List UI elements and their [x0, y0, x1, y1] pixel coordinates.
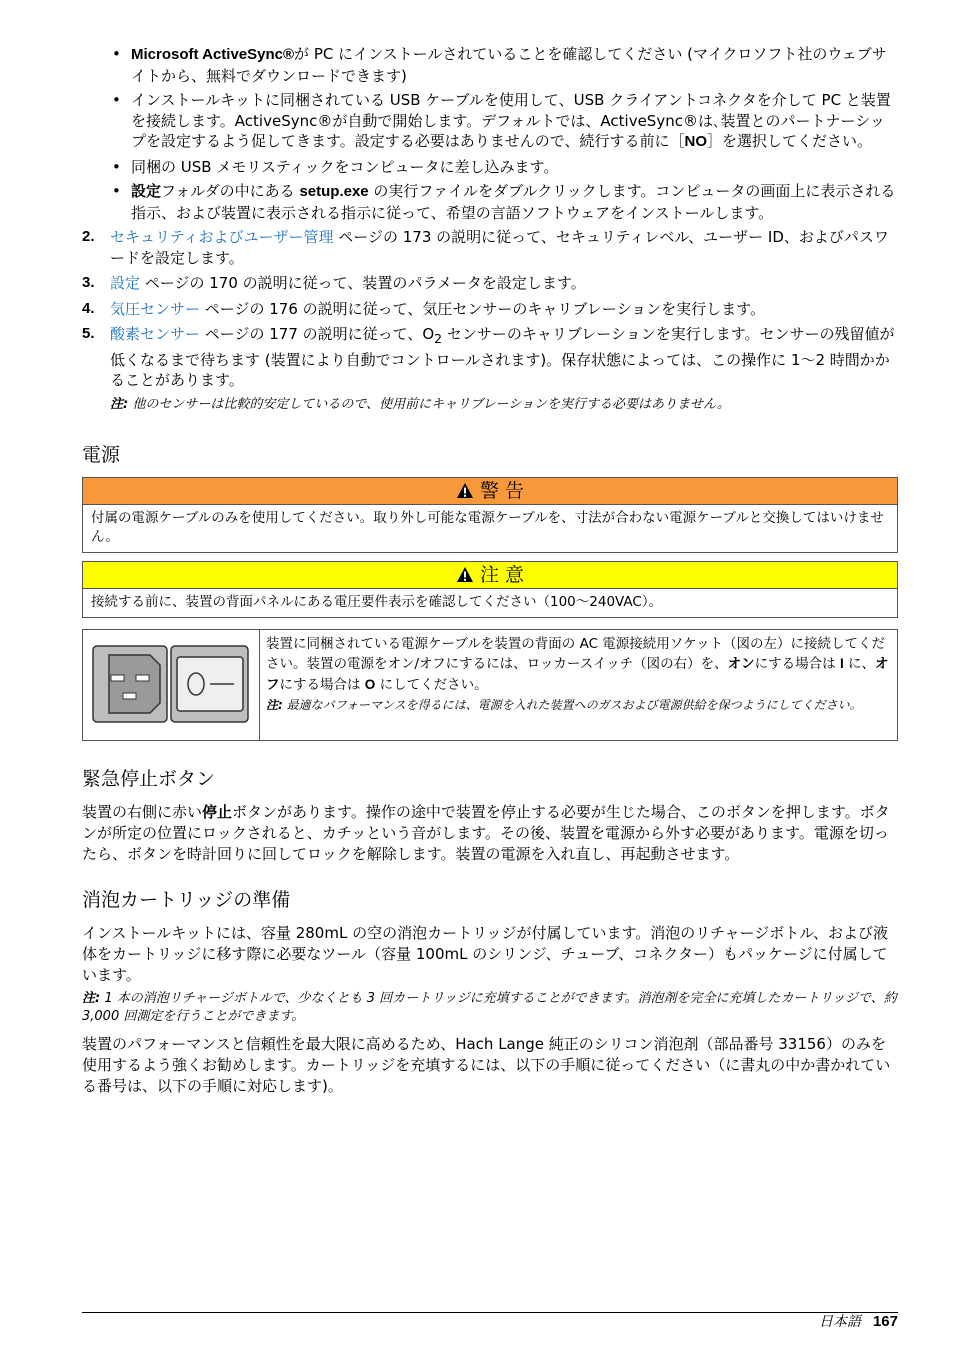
- item-text: ページの 177 の説明に従って、O: [200, 325, 435, 343]
- text-run: 装置の右側に赤い: [82, 802, 203, 821]
- list-item: [82, 273, 898, 294]
- bold-term: setup.exe: [299, 183, 369, 200]
- item-text: インストールキットに同梱されている USB ケーブルを使用して、USB クライアントコネクタを介して PC と装置を接続します。ActiveSync®が自動で開始します。デフォルトでは、ActiveSync®は､装置とのパートナーシップを設定するよう促してきます。設定する必要はありませんので、続行する前に［: [131, 91, 891, 150]
- caution-triangle-icon: [456, 566, 474, 583]
- page-content: [82, 44, 898, 1097]
- note-text: 最適なパフォーマンスを得るには、電源を入れた装置へのガスおよび電源供給を保つようにしてください。: [282, 698, 862, 712]
- subscript: 2: [434, 331, 443, 346]
- note-label: 注:: [110, 396, 129, 412]
- power-note: [266, 697, 891, 714]
- step-note: [82, 396, 898, 414]
- power-figure-cell: [83, 630, 260, 740]
- caution-header: [83, 562, 897, 589]
- list-item: [82, 227, 898, 268]
- item-text: が PC にインストールされていることを確認してください (マイクロソフト社のウェブサイトから、無料でダウンロードできます): [131, 45, 887, 85]
- list-item: [82, 324, 898, 391]
- antifoam-paragraph-1: インストールキットには、容量 280mL の空の消泡カートリッジが付属しています。消泡のリチャージボトル、および液体をカートリッジに移す際に必要なツール（容量 100mL のシリンジ、チューブ、コネクター）もパッケージに付属しています。: [82, 923, 889, 984]
- item-text: フォルダの中にある: [161, 182, 300, 200]
- text-run: に、: [843, 656, 876, 672]
- emergency-paragraph: [82, 802, 898, 865]
- note-text: 他のセンサーは比較的安定しているので、使用前にキャリブレーションを実行する必要はありません。: [128, 396, 730, 412]
- text-run: ボタンがあります。操作の途中で装置を停止する必要が生じた場合、このボタンを押します。ボタンが所定の位置にロックされると、カチッという音がします。その後、装置を電源から外す必要があります。電源を切ったら、ボタンを時計回りに回してロックを解除します。装置の電源を入れ直し、再起動させます。: [82, 802, 890, 863]
- antifoam-note: [82, 990, 898, 1026]
- stop-term: 停止: [202, 802, 233, 821]
- bold-term: Microsoft ActiveSync®: [131, 46, 295, 63]
- section-heading-emergency: 緊急停止ボタン: [82, 767, 216, 790]
- link-oxygen-sensor[interactable]: 酸素センサー: [110, 325, 201, 343]
- step-number: 2.: [82, 228, 95, 245]
- list-item: [82, 299, 898, 320]
- warning-title: 警 告: [479, 479, 525, 502]
- antifoam-paragraph-2: 装置のパフォーマンスと信頼性を最大限に高めるため、Hach Lange 純正のシリコン消泡剤（部品番号 33156）のみを使用するよう強くお勧めします。カートリッジを充填するには、以下の手順に従ってください（に書丸の中か書かれている番号は、以下の手順に対応します)。: [82, 1034, 891, 1095]
- list-item: [82, 157, 898, 178]
- install-bullets: [82, 44, 898, 223]
- list-item: [82, 90, 898, 153]
- warning-text: 付属の電源ケーブルのみを使用してください。取り外し可能な電源ケーブルを、寸法が合わない電源ケーブルと交換してはいけません。: [91, 509, 884, 545]
- item-text: ページの 173 の説明に従って、セキュリティレベル、ユーザー ID、およびパスワードを設定します。: [110, 228, 889, 267]
- link-security[interactable]: セキュリティおよびユーザー管理: [110, 228, 334, 246]
- section-heading-antifoam: 消泡カートリッジの準備: [82, 888, 291, 911]
- i-symbol: I: [839, 656, 844, 671]
- link-settings[interactable]: 設定: [110, 274, 141, 292]
- text-run: にしてください。: [375, 676, 488, 693]
- note-label: 注:: [266, 698, 283, 712]
- off-term: オフ: [266, 656, 889, 693]
- link-pressure-sensor[interactable]: 気圧センサー: [110, 299, 201, 318]
- warning-header: [83, 478, 897, 505]
- item-text: の実行ファイルをダブルクリックします。コンピュータの画面上に表示される指示、および装置に表示される指示に従って、希望の言語ソフトウェアをインストールします。: [131, 182, 896, 222]
- step-number: 4.: [82, 299, 95, 317]
- note-text: 1 本の消泡リチャージボトルで、少なくとも 3 回カートリッジに充填することができます。消泡剤を完全に充填したカートリッジで、約 3,000 回測定を行うことができます。: [82, 990, 897, 1024]
- footer-language: 日本語: [818, 1314, 861, 1330]
- power-figure-text: [260, 630, 897, 740]
- setup-steps: [82, 227, 898, 391]
- warning-box: [82, 477, 898, 553]
- caution-box: [82, 561, 898, 618]
- power-instructions: [266, 635, 891, 696]
- page-number: 167: [872, 1313, 898, 1330]
- text-run: 装置に同梱されている電源ケーブルを装置の背面の AC 電源接続用ソケット（図の左）に接続してください。装置の電源をオン/オフにするには、ロッカースイッチ（図の右）を、: [266, 635, 885, 672]
- item-text: センサーのキャリブレーションを実行します。センサーの残留値が低くなるまで待ちます (装置により自動でコントロールされます)。保存状態によっては、この操作に 1～2 時間かかることがあります。: [110, 325, 895, 389]
- warning-triangle-icon: [456, 482, 474, 499]
- list-item: [82, 181, 898, 223]
- item-text: 同梱の USB メモリスティックをコンピュータに差し込みます。: [131, 157, 559, 176]
- item-text: ページの 170 の説明に従って、装置のパラメータを設定します。: [140, 274, 586, 292]
- power-figure-table: [82, 629, 898, 741]
- item-text: ページの 176 の説明に従って、気圧センサーのキャリブレーションを実行します。: [200, 299, 765, 318]
- caution-title: 注 意: [479, 563, 525, 586]
- power-socket-switch-icon: [92, 645, 250, 725]
- step-number: 5.: [82, 325, 95, 342]
- section-heading-power: 電源: [82, 443, 121, 466]
- bold-term: NO: [684, 133, 708, 150]
- list-item: [82, 44, 898, 86]
- on-term: オン: [727, 656, 755, 672]
- bold-term: 設定: [131, 182, 162, 200]
- o-symbol: O: [364, 676, 376, 692]
- footer-divider: [82, 1312, 898, 1313]
- text-run: にする場合は: [754, 656, 840, 672]
- page-footer: [819, 1312, 898, 1332]
- caution-text: 接続する前に、装置の背面パネルにある電圧要件表示を確認してください（100～240VAC）。: [91, 593, 663, 610]
- text-run: にする場合は: [279, 676, 365, 693]
- note-label: 注:: [82, 990, 101, 1006]
- step-number: 3.: [82, 274, 95, 291]
- item-text: ］を選択してください。: [707, 132, 873, 150]
